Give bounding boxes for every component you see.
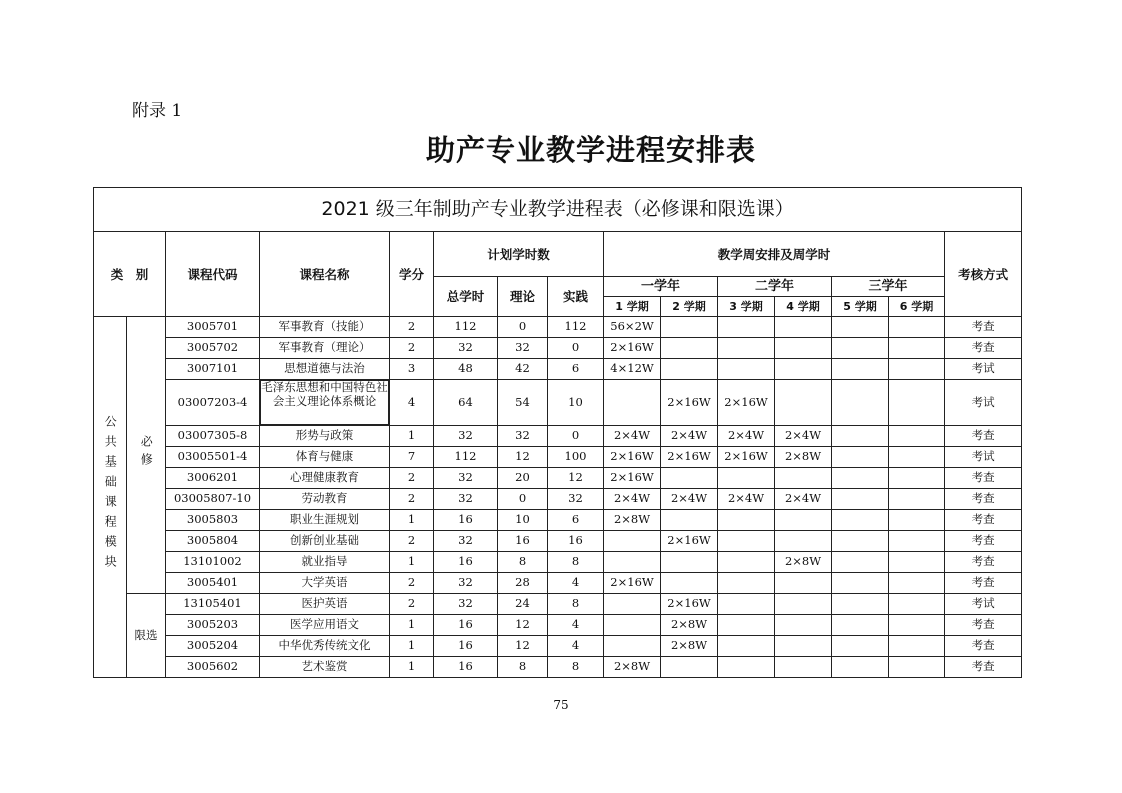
sem4-cell bbox=[775, 510, 832, 531]
course-credit: 2 bbox=[390, 531, 434, 552]
assessment-method: 考试 bbox=[945, 380, 1022, 426]
header-assessment: 考核方式 bbox=[945, 232, 1022, 317]
sem6-cell bbox=[889, 573, 945, 594]
practice-hours: 0 bbox=[548, 426, 604, 447]
sem6-cell bbox=[889, 317, 945, 338]
sem4-cell bbox=[775, 573, 832, 594]
sem3-cell bbox=[718, 594, 775, 615]
practice-hours: 6 bbox=[548, 510, 604, 531]
course-credit: 1 bbox=[390, 552, 434, 573]
sem4-cell bbox=[775, 636, 832, 657]
assessment-method: 考查 bbox=[945, 657, 1022, 678]
header-name: 课程名称 bbox=[260, 232, 390, 317]
total-hours: 16 bbox=[434, 615, 498, 636]
sem4-cell bbox=[775, 317, 832, 338]
assessment-method: 考查 bbox=[945, 426, 1022, 447]
sem4-cell bbox=[775, 594, 832, 615]
practice-hours: 8 bbox=[548, 657, 604, 678]
assessment-method: 考查 bbox=[945, 552, 1022, 573]
theory-hours: 0 bbox=[498, 317, 548, 338]
sem6-cell bbox=[889, 489, 945, 510]
sem6-cell bbox=[889, 380, 945, 426]
theory-hours: 12 bbox=[498, 447, 548, 468]
theory-hours: 8 bbox=[498, 657, 548, 678]
module-label: 公共基础课程模块 bbox=[103, 415, 118, 576]
course-code: 13105401 bbox=[166, 594, 260, 615]
course-credit: 2 bbox=[390, 489, 434, 510]
sem2-cell: 2×4W bbox=[661, 426, 718, 447]
assessment-method: 考查 bbox=[945, 338, 1022, 359]
sem5-cell bbox=[832, 510, 889, 531]
sem5-cell bbox=[832, 489, 889, 510]
course-code: 3005204 bbox=[166, 636, 260, 657]
sem6-cell bbox=[889, 615, 945, 636]
module-label-cell bbox=[94, 317, 127, 678]
course-code: 03007203-4 bbox=[166, 380, 260, 426]
sem5-cell bbox=[832, 338, 889, 359]
sem2-cell bbox=[661, 359, 718, 380]
sem6-cell bbox=[889, 447, 945, 468]
sem6-cell bbox=[889, 468, 945, 489]
course-name: 大学英语 bbox=[260, 573, 390, 594]
header-sem1: 1 学期 bbox=[604, 297, 661, 317]
sem4-cell bbox=[775, 338, 832, 359]
practice-hours: 4 bbox=[548, 615, 604, 636]
sem5-cell bbox=[832, 317, 889, 338]
sem5-cell bbox=[832, 657, 889, 678]
sem6-cell bbox=[889, 338, 945, 359]
header-code: 课程代码 bbox=[166, 232, 260, 317]
sem6-cell bbox=[889, 531, 945, 552]
table-row bbox=[94, 317, 1022, 338]
total-hours: 16 bbox=[434, 552, 498, 573]
header-credit: 学分 bbox=[390, 232, 434, 317]
sem1-cell: 2×16W bbox=[604, 338, 661, 359]
sem1-cell: 2×4W bbox=[604, 426, 661, 447]
sem3-cell bbox=[718, 573, 775, 594]
theory-hours: 12 bbox=[498, 615, 548, 636]
schedule-table bbox=[93, 187, 1022, 678]
sem1-cell: 56×2W bbox=[604, 317, 661, 338]
practice-hours: 16 bbox=[548, 531, 604, 552]
sem6-cell bbox=[889, 594, 945, 615]
total-hours: 32 bbox=[434, 338, 498, 359]
sem2-cell: 2×4W bbox=[661, 489, 718, 510]
course-name: 形势与政策 bbox=[260, 426, 390, 447]
total-hours: 32 bbox=[434, 573, 498, 594]
sem1-cell: 2×16W bbox=[604, 573, 661, 594]
table-row bbox=[94, 636, 1022, 657]
course-name: 医学应用语文 bbox=[260, 615, 390, 636]
sem1-cell: 2×16W bbox=[604, 468, 661, 489]
course-name: 就业指导 bbox=[260, 552, 390, 573]
course-name: 医护英语 bbox=[260, 594, 390, 615]
practice-hours: 8 bbox=[548, 552, 604, 573]
total-hours: 32 bbox=[434, 489, 498, 510]
table-row bbox=[94, 489, 1022, 510]
sem5-cell bbox=[832, 447, 889, 468]
course-credit: 2 bbox=[390, 468, 434, 489]
course-credit: 1 bbox=[390, 636, 434, 657]
assessment-method: 考查 bbox=[945, 468, 1022, 489]
course-credit: 7 bbox=[390, 447, 434, 468]
course-credit: 1 bbox=[390, 615, 434, 636]
sem5-cell bbox=[832, 573, 889, 594]
group-required-label: 必修 bbox=[139, 435, 154, 472]
sem1-cell bbox=[604, 380, 661, 426]
total-hours: 32 bbox=[434, 468, 498, 489]
sem2-cell bbox=[661, 573, 718, 594]
sem4-cell: 2×4W bbox=[775, 426, 832, 447]
practice-hours: 100 bbox=[548, 447, 604, 468]
theory-hours: 12 bbox=[498, 636, 548, 657]
sem6-cell bbox=[889, 359, 945, 380]
page-number: 75 bbox=[553, 698, 569, 712]
sem5-cell bbox=[832, 594, 889, 615]
assessment-method: 考查 bbox=[945, 615, 1022, 636]
assessment-method: 考查 bbox=[945, 573, 1022, 594]
sem4-cell bbox=[775, 359, 832, 380]
total-hours: 16 bbox=[434, 636, 498, 657]
header-category: 类 别 bbox=[94, 232, 166, 317]
header-sem3: 3 学期 bbox=[718, 297, 775, 317]
sem5-cell bbox=[832, 359, 889, 380]
header-total-hours: 总学时 bbox=[434, 277, 498, 317]
sem3-cell bbox=[718, 468, 775, 489]
total-hours: 112 bbox=[434, 317, 498, 338]
practice-hours: 12 bbox=[548, 468, 604, 489]
sem6-cell bbox=[889, 510, 945, 531]
table-row bbox=[94, 594, 1022, 615]
sem3-cell: 2×16W bbox=[718, 447, 775, 468]
sem4-cell bbox=[775, 657, 832, 678]
assessment-method: 考查 bbox=[945, 510, 1022, 531]
sem1-cell bbox=[604, 552, 661, 573]
sem2-cell bbox=[661, 338, 718, 359]
header-year2: 二学年 bbox=[718, 277, 832, 297]
sem1-cell bbox=[604, 594, 661, 615]
table-row bbox=[94, 468, 1022, 489]
course-code: 3005701 bbox=[166, 317, 260, 338]
appendix-label: 附录 1 bbox=[132, 101, 183, 121]
sem1-cell bbox=[604, 615, 661, 636]
assessment-method: 考试 bbox=[945, 359, 1022, 380]
sem2-cell: 2×16W bbox=[661, 380, 718, 426]
table-row bbox=[94, 531, 1022, 552]
sem2-cell bbox=[661, 510, 718, 531]
practice-hours: 8 bbox=[548, 594, 604, 615]
sem5-cell bbox=[832, 380, 889, 426]
table-row bbox=[94, 359, 1022, 380]
header-year1: 一学年 bbox=[604, 277, 718, 297]
course-name: 军事教育（技能） bbox=[260, 317, 390, 338]
theory-hours: 24 bbox=[498, 594, 548, 615]
table-row bbox=[94, 573, 1022, 594]
sem3-cell: 2×4W bbox=[718, 489, 775, 510]
total-hours: 112 bbox=[434, 447, 498, 468]
sem1-cell: 2×16W bbox=[604, 447, 661, 468]
sem2-cell bbox=[661, 317, 718, 338]
course-name: 思想道德与法治 bbox=[260, 359, 390, 380]
course-name: 中华优秀传统文化 bbox=[260, 636, 390, 657]
table-row bbox=[94, 380, 1022, 426]
practice-hours: 4 bbox=[548, 636, 604, 657]
course-code: 03007305-8 bbox=[166, 426, 260, 447]
group-limited-cell bbox=[127, 594, 166, 678]
header-sem6: 6 学期 bbox=[889, 297, 945, 317]
theory-hours: 32 bbox=[498, 338, 548, 359]
sem6-cell bbox=[889, 657, 945, 678]
sem2-cell: 2×8W bbox=[661, 636, 718, 657]
page-title: 助产专业教学进程安排表 bbox=[425, 133, 756, 167]
course-code: 3005203 bbox=[166, 615, 260, 636]
header-practice: 实践 bbox=[548, 277, 604, 317]
sem2-cell: 2×16W bbox=[661, 447, 718, 468]
sem4-cell bbox=[775, 531, 832, 552]
total-hours: 16 bbox=[434, 510, 498, 531]
total-hours: 32 bbox=[434, 594, 498, 615]
course-credit: 3 bbox=[390, 359, 434, 380]
sem5-cell bbox=[832, 468, 889, 489]
practice-hours: 112 bbox=[548, 317, 604, 338]
table-row bbox=[94, 615, 1022, 636]
sem6-cell bbox=[889, 552, 945, 573]
header-theory: 理论 bbox=[498, 277, 548, 317]
sem4-cell bbox=[775, 615, 832, 636]
course-credit: 2 bbox=[390, 338, 434, 359]
course-name: 体育与健康 bbox=[260, 447, 390, 468]
course-credit: 2 bbox=[390, 594, 434, 615]
practice-hours: 32 bbox=[548, 489, 604, 510]
theory-hours: 10 bbox=[498, 510, 548, 531]
sem4-cell: 2×8W bbox=[775, 552, 832, 573]
sem5-cell bbox=[832, 615, 889, 636]
course-code: 3007101 bbox=[166, 359, 260, 380]
sem3-cell bbox=[718, 636, 775, 657]
header-year3: 三学年 bbox=[832, 277, 945, 297]
course-code: 3005702 bbox=[166, 338, 260, 359]
sem1-cell: 4×12W bbox=[604, 359, 661, 380]
practice-hours: 0 bbox=[548, 338, 604, 359]
course-name: 军事教育（理论） bbox=[260, 338, 390, 359]
sem2-cell bbox=[661, 552, 718, 573]
sem3-cell bbox=[718, 317, 775, 338]
theory-hours: 20 bbox=[498, 468, 548, 489]
course-credit: 1 bbox=[390, 510, 434, 531]
sem1-cell: 2×8W bbox=[604, 657, 661, 678]
table-row bbox=[94, 338, 1022, 359]
sem5-cell bbox=[832, 531, 889, 552]
sem1-cell: 2×8W bbox=[604, 510, 661, 531]
course-credit: 2 bbox=[390, 317, 434, 338]
theory-hours: 54 bbox=[498, 380, 548, 426]
header-sem2: 2 学期 bbox=[661, 297, 718, 317]
course-name: 创新创业基础 bbox=[260, 531, 390, 552]
sem5-cell bbox=[832, 426, 889, 447]
table-row bbox=[94, 426, 1022, 447]
group-limited-label: 限选 bbox=[134, 627, 158, 642]
course-credit: 1 bbox=[390, 657, 434, 678]
table-row bbox=[94, 510, 1022, 531]
total-hours: 32 bbox=[434, 426, 498, 447]
total-hours: 48 bbox=[434, 359, 498, 380]
table-caption: 2021 级三年制助产专业教学进程表（必修课和限选课） bbox=[94, 188, 1022, 232]
course-code: 3005804 bbox=[166, 531, 260, 552]
theory-hours: 16 bbox=[498, 531, 548, 552]
practice-hours: 4 bbox=[548, 573, 604, 594]
header-sem4: 4 学期 bbox=[775, 297, 832, 317]
sem3-cell bbox=[718, 615, 775, 636]
course-name: 毛泽东思想和中国特色社会主义理论体系概论 bbox=[260, 380, 389, 425]
sem3-cell bbox=[718, 510, 775, 531]
sem2-cell: 2×16W bbox=[661, 531, 718, 552]
sem3-cell bbox=[718, 359, 775, 380]
course-credit: 2 bbox=[390, 573, 434, 594]
course-code: 3005602 bbox=[166, 657, 260, 678]
assessment-method: 考查 bbox=[945, 489, 1022, 510]
course-code: 13101002 bbox=[166, 552, 260, 573]
sem5-cell bbox=[832, 552, 889, 573]
course-code: 3006201 bbox=[166, 468, 260, 489]
total-hours: 64 bbox=[434, 380, 498, 426]
sem3-cell: 2×4W bbox=[718, 426, 775, 447]
header-weekly: 教学周安排及周学时 bbox=[604, 232, 945, 277]
total-hours: 16 bbox=[434, 657, 498, 678]
sem3-cell bbox=[718, 657, 775, 678]
assessment-method: 考查 bbox=[945, 531, 1022, 552]
sem4-cell: 2×4W bbox=[775, 489, 832, 510]
course-code: 03005501-4 bbox=[166, 447, 260, 468]
header-plan-hours: 计划学时数 bbox=[434, 232, 604, 277]
theory-hours: 8 bbox=[498, 552, 548, 573]
sem1-cell: 2×4W bbox=[604, 489, 661, 510]
course-credit: 4 bbox=[390, 380, 434, 426]
sem3-cell bbox=[718, 552, 775, 573]
sem6-cell bbox=[889, 426, 945, 447]
theory-hours: 42 bbox=[498, 359, 548, 380]
sem2-cell: 2×8W bbox=[661, 615, 718, 636]
course-name: 艺术鉴赏 bbox=[260, 657, 390, 678]
course-code: 03005807-10 bbox=[166, 489, 260, 510]
table-row bbox=[94, 657, 1022, 678]
sem2-cell bbox=[661, 468, 718, 489]
table-row bbox=[94, 552, 1022, 573]
assessment-method: 考试 bbox=[945, 447, 1022, 468]
theory-hours: 0 bbox=[498, 489, 548, 510]
sem4-cell: 2×8W bbox=[775, 447, 832, 468]
sem2-cell: 2×16W bbox=[661, 594, 718, 615]
sem5-cell bbox=[832, 636, 889, 657]
sem2-cell bbox=[661, 657, 718, 678]
course-code: 3005803 bbox=[166, 510, 260, 531]
sem3-cell bbox=[718, 338, 775, 359]
course-credit: 1 bbox=[390, 426, 434, 447]
assessment-method: 考查 bbox=[945, 636, 1022, 657]
sem4-cell bbox=[775, 380, 832, 426]
practice-hours: 10 bbox=[548, 380, 604, 426]
course-code: 3005401 bbox=[166, 573, 260, 594]
total-hours: 32 bbox=[434, 531, 498, 552]
course-name: 劳动教育 bbox=[260, 489, 390, 510]
sem1-cell bbox=[604, 636, 661, 657]
table-row bbox=[94, 447, 1022, 468]
sem3-cell bbox=[718, 531, 775, 552]
sem6-cell bbox=[889, 636, 945, 657]
assessment-method: 考试 bbox=[945, 594, 1022, 615]
sem3-cell: 2×16W bbox=[718, 380, 775, 426]
assessment-method: 考查 bbox=[945, 317, 1022, 338]
theory-hours: 32 bbox=[498, 426, 548, 447]
sem1-cell bbox=[604, 531, 661, 552]
sem4-cell bbox=[775, 468, 832, 489]
header-sem5: 5 学期 bbox=[832, 297, 889, 317]
group-required-cell bbox=[127, 317, 166, 594]
course-name: 心理健康教育 bbox=[260, 468, 390, 489]
course-name: 职业生涯规划 bbox=[260, 510, 390, 531]
practice-hours: 6 bbox=[548, 359, 604, 380]
theory-hours: 28 bbox=[498, 573, 548, 594]
